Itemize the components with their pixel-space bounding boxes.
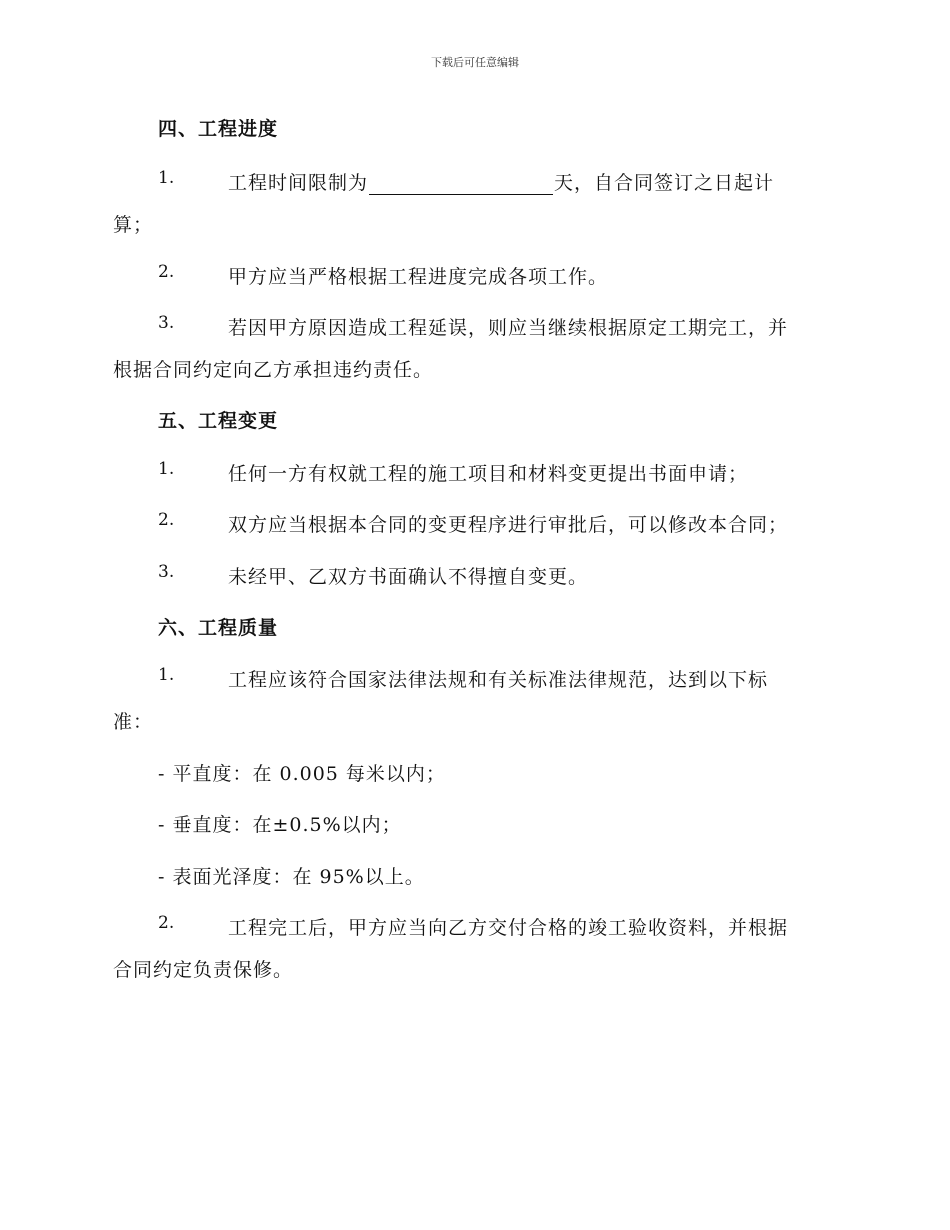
item-text: 甲方应当严格根据工程进度完成各项工作。 <box>228 266 609 288</box>
item-text-after: 天，自合同签订之日起计 <box>554 172 775 194</box>
item-number: 1. <box>158 665 175 685</box>
bullet-text-flatness: - 平直度：在 0.005 每米以内； <box>158 763 446 785</box>
item-number: 2. <box>158 510 175 530</box>
page-header: 下载后可任意编辑 <box>431 56 519 69</box>
section-heading-progress: 四、工程进度 <box>158 118 279 140</box>
section-heading-change: 五、工程变更 <box>158 410 279 432</box>
item-text: 若因甲方原因造成工程延误，则应当继续根据原定工期完工，并 <box>228 317 789 339</box>
bullet-text-gloss: - 表面光泽度：在 95%以上。 <box>158 866 425 888</box>
section-heading-quality: 六、工程质量 <box>158 617 279 639</box>
item-text: 双方应当根据本合同的变更程序进行审批后，可以修改本合同； <box>228 514 789 536</box>
item-text: 工程应该符合国家法律法规和有关标准法律规范，达到以下标 <box>228 669 769 691</box>
item-number: 2. <box>158 262 175 282</box>
item-text: 任何一方有权就工程的施工项目和材料变更提出书面申请； <box>228 463 749 485</box>
item-continuation: 根据合同约定向乙方承担违约责任。 <box>113 359 434 381</box>
item-number: 3. <box>158 313 175 333</box>
blank-line-field[interactable] <box>369 175 553 195</box>
item-text-before: 工程时间限制为 <box>228 172 369 194</box>
item-number: 3. <box>158 562 175 582</box>
item-continuation: 准： <box>113 711 154 733</box>
item-number: 2. <box>158 913 175 933</box>
item-number: 1. <box>158 168 175 188</box>
item-text: 未经甲、乙双方书面确认不得擅自变更。 <box>228 566 589 588</box>
item-continuation: 合同约定负责保修。 <box>113 959 294 981</box>
item-text <box>228 168 774 195</box>
item-text: 工程完工后，甲方应当向乙方交付合格的竣工验收资料，并根据 <box>228 917 789 939</box>
item-number: 1. <box>158 459 175 479</box>
item-continuation: 算； <box>113 214 154 236</box>
bullet-text-verticality: - 垂直度：在±0.5%以内； <box>158 814 402 836</box>
